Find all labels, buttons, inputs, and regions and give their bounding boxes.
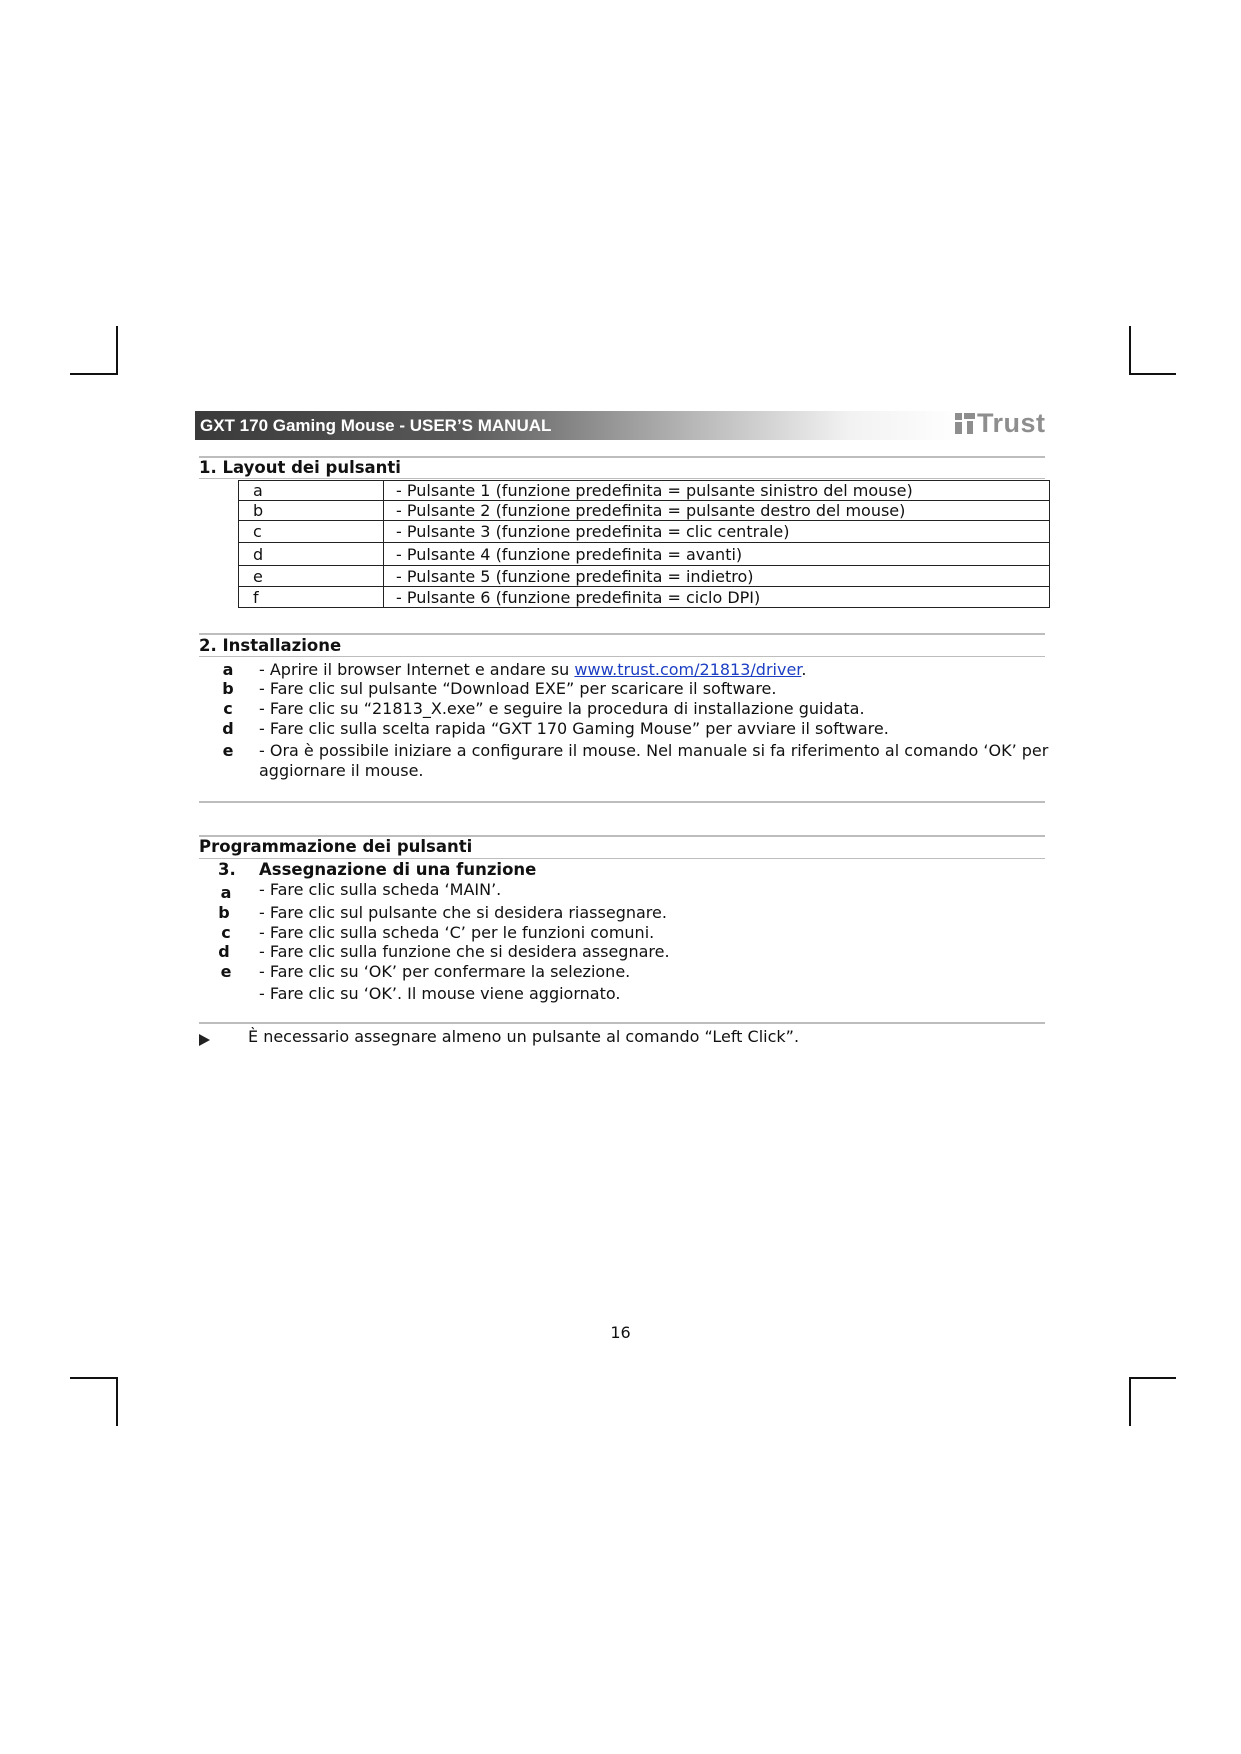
crop-mark-bottom-left [70, 1377, 118, 1379]
crop-mark-top-right [1129, 373, 1176, 375]
step-text: - Fare clic sul pulsante “Download EXE” per scaricare il software. [259, 679, 777, 698]
step-key: e [220, 962, 232, 981]
driver-download-link[interactable]: www.trust.com/21813/driver [574, 660, 802, 679]
step-key: e [222, 741, 234, 760]
divider [199, 1022, 1045, 1024]
step-text: - Fare clic su “21813_X.exe” e seguire la procedura di installazione guidata. [259, 699, 865, 718]
section-title-installation: 2. Installazione [199, 636, 342, 655]
step-key: b [218, 903, 230, 922]
step-text: - Fare clic sulla scheda ‘C’ per le funzioni comuni. [259, 923, 655, 942]
row-key: b [239, 501, 384, 521]
table-row [239, 587, 1050, 608]
section-title-layout: 1. Layout dei pulsanti [199, 458, 401, 477]
divider [199, 656, 1045, 657]
crop-mark-bottom-right [1129, 1377, 1131, 1426]
subsection-number: 3. [218, 860, 236, 879]
step-text: - Ora è possibile iniziare a configurare il mouse. Nel manuale si fa riferimento al comando ‘OK’ per [259, 741, 1049, 760]
step-key: a [222, 660, 234, 679]
row-text: - Pulsante 3 (funzione predefinita = clic centrale) [384, 521, 1050, 543]
step-text-continued: aggiornare il mouse. [259, 761, 424, 780]
step-text: - Fare clic su ‘OK’ per confermare la selezione. [259, 962, 631, 981]
step-text-part: . [801, 660, 807, 679]
brand-name: Trust [977, 408, 1046, 438]
crop-mark-bottom-left [116, 1377, 118, 1426]
step-text: - Fare clic sulla funzione che si desidera assegnare. [259, 942, 670, 961]
note-text: È necessario assegnare almeno un pulsante al comando “Left Click”. [248, 1027, 800, 1046]
divider [199, 633, 1045, 635]
divider [199, 801, 1045, 803]
crop-mark-top-right [1129, 326, 1131, 375]
row-key: e [239, 566, 384, 587]
row-text: - Pulsante 1 (funzione predefinita = pulsante sinistro del mouse) [384, 481, 1050, 501]
table-row [239, 481, 1050, 501]
step-key: c [221, 923, 231, 942]
step-key: c [223, 699, 233, 718]
crop-mark-top-left [116, 326, 118, 375]
button-layout-table [238, 480, 1050, 608]
step-key: d [218, 942, 230, 961]
step-text: - Fare clic sul pulsante che si desidera riassegnare. [259, 903, 667, 922]
step-key: d [222, 719, 234, 738]
row-key: a [239, 481, 384, 501]
step-text [259, 660, 807, 679]
row-text: - Pulsante 4 (funzione predefinita = avanti) [384, 543, 1050, 566]
step-text-part: - Aprire il browser Internet e andare su [259, 660, 575, 679]
trust-logo [955, 408, 1046, 439]
note-arrow-icon [199, 1034, 210, 1046]
trust-logo-icon [955, 413, 975, 434]
row-text: - Pulsante 5 (funzione predefinita = indietro) [384, 566, 1050, 587]
step-text: - Fare clic sulla scheda ‘MAIN’. [259, 880, 502, 899]
page-number: 16 [610, 1323, 631, 1342]
table-row [239, 501, 1050, 521]
step-key: b [222, 679, 234, 698]
row-text: - Pulsante 6 (funzione predefinita = ciclo DPI) [384, 587, 1050, 608]
table-row [239, 543, 1050, 566]
divider [199, 478, 1045, 479]
manual-title: GXT 170 Gaming Mouse - USER’S MANUAL [200, 416, 552, 435]
crop-mark-bottom-right [1129, 1377, 1176, 1379]
divider [199, 858, 1045, 859]
table-row [239, 566, 1050, 587]
row-key: f [239, 587, 384, 608]
step-text: - Fare clic sulla scelta rapida “GXT 170 Gaming Mouse” per avviare il software. [259, 719, 889, 738]
step-key: a [220, 883, 232, 902]
crop-mark-top-left [70, 373, 118, 375]
step-text: - Fare clic su ‘OK’. Il mouse viene aggiornato. [259, 984, 621, 1003]
section-title-programming: Programmazione dei pulsanti [199, 837, 473, 856]
subsection-title: Assegnazione di una funzione [259, 860, 537, 879]
row-key: c [239, 521, 384, 543]
row-text: - Pulsante 2 (funzione predefinita = pulsante destro del mouse) [384, 501, 1050, 521]
table-row [239, 521, 1050, 543]
row-key: d [239, 543, 384, 566]
